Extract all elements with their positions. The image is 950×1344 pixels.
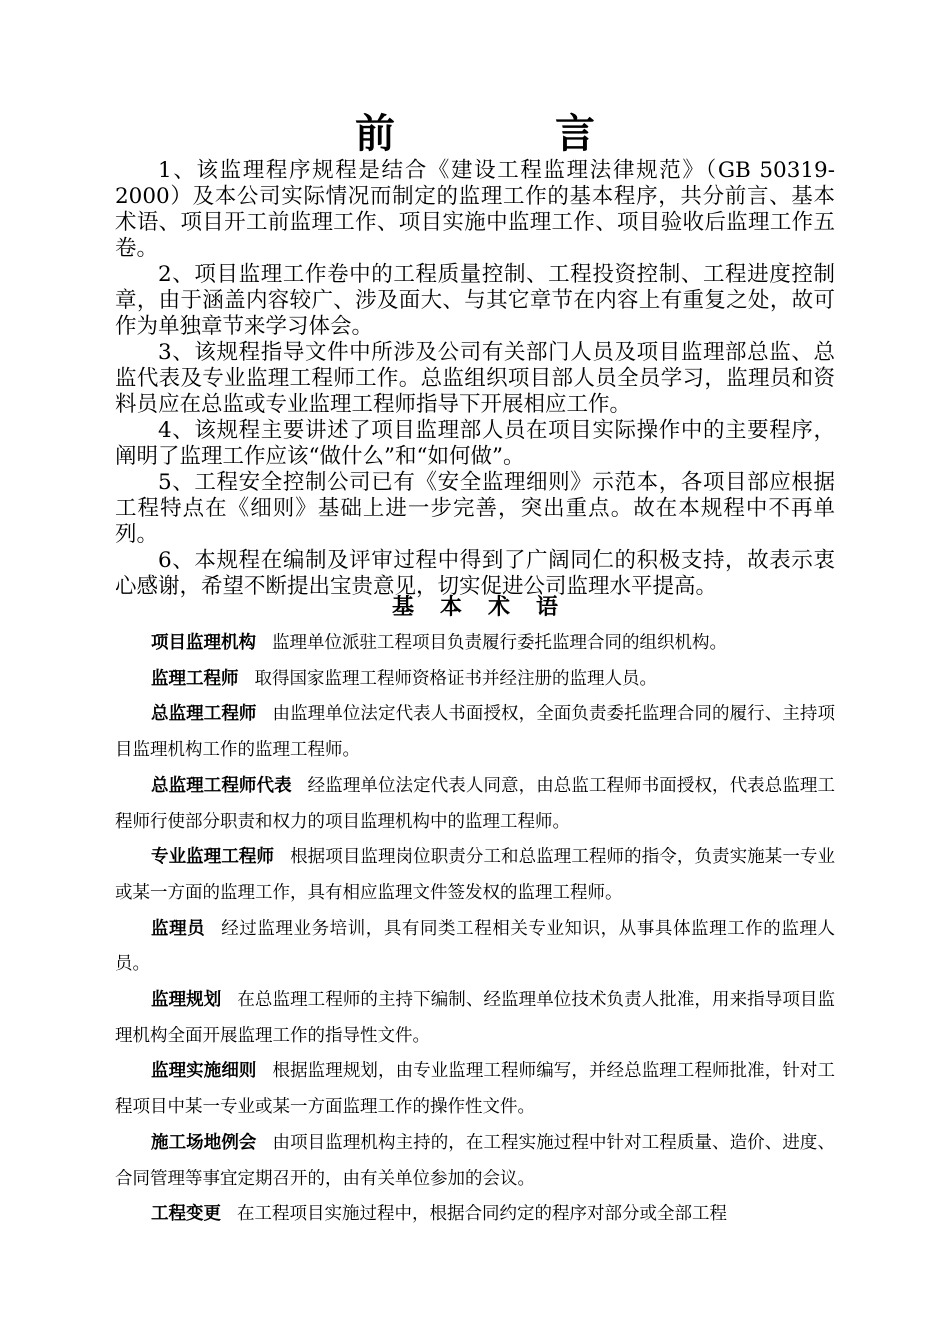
preface-paragraph: 2、项目监理工作卷中的工程质量控制、工程投资控制、工程进度控制章，由于涵盖内容较广、涉及面大、与其它章节在内容上有重复之处，故可作为单独章节来学习体会。 — [115, 262, 835, 339]
terms-section — [115, 626, 835, 1233]
term-definition: 根据项目监理岗位职责分工和总监理工程师的指令，负责实施某一专业或某一方面的监理工作，具有相应监理文件签发权的监理工程师。 — [115, 847, 836, 903]
term-entry — [115, 769, 835, 840]
term-entry — [115, 1126, 835, 1197]
preface-paragraph: 4、该规程主要讲述了项目监理部人员在项目实际操作中的主要程序，阐明了监理工作应该“做什么”和“如何做”。 — [115, 418, 835, 469]
term-name: 监理工程师 — [151, 668, 239, 689]
term-entry — [115, 1054, 835, 1125]
preface-paragraph: 6、本规程在编制及评审过程中得到了广阔同仁的积极支持，故表示衷心感谢，希望不断提出宝贵意见，切实促进公司监理水平提高。 — [115, 548, 835, 599]
term-definition: 由项目监理机构主持的，在工程实施过程中针对工程质量、造价、进度、合同管理等事宜定期召开的，由有关单位参加的会议。 — [115, 1132, 836, 1189]
preface-section — [115, 158, 835, 600]
term-name: 监理实施细则 — [151, 1061, 257, 1082]
preface-paragraph: 3、该规程指导文件中所涉及公司有关部门人员及项目监理部总监、总监代表及专业监理工程师工作。总监组织项目部人员全员学习，监理员和资料员应在总监或专业监理工程师指导下开展相应工作。 — [115, 340, 835, 417]
term-entry — [115, 983, 835, 1054]
term-name: 施工场地例会 — [151, 1132, 257, 1153]
term-entry — [115, 697, 835, 768]
preface-paragraph: 5、工程安全控制公司已有《安全监理细则》示范本，各项目部应根据工程特点在《细则》基础上进一步完善，突出重点。故在本规程中不再单列。 — [115, 470, 835, 547]
term-definition: 由监理单位法定代表人书面授权，全面负责委托监理合同的履行、主持项目监理机构工作的监理工程师。 — [115, 704, 836, 761]
term-definition: 取得国家监理工程师资格证书并经注册的监理人员。 — [254, 668, 657, 689]
term-definition: 经监理单位法定代表人同意，由总监工程师书面授权，代表总监理工程师行使部分职责和权力的项目监理机构中的监理工程师。 — [115, 775, 836, 832]
term-name: 总监理工程师代表 — [151, 775, 292, 796]
term-name: 工程变更 — [151, 1204, 221, 1225]
term-definition: 根据监理规划，由专业监理工程师编写，并经总监理工程师批准，针对工程项目中某一专业或某一方面监理工作的操作性文件。 — [115, 1061, 836, 1118]
term-name: 监理规划 — [151, 990, 222, 1011]
term-name: 项目监理机构 — [151, 633, 256, 653]
term-definition: 在工程项目实施过程中，根据合同约定的程序对部分或全部工程 — [237, 1204, 727, 1225]
preface-paragraph: 1、该监理程序规程是结合《建设工程监理法律规范》（GB 50319-2000）及本公司实际情况而制定的监理工作的基本程序，共分前言、基本术语、项目开工前监理工作、项目实施中监理工作、项目验收后监理工作五卷。 — [115, 158, 835, 261]
section-heading-terms: 基本术语 — [391, 595, 584, 620]
page-title: 前 言 — [355, 111, 655, 157]
term-name: 专业监理工程师 — [151, 847, 275, 868]
term-definition: 在总监理工程师的主持下编制、经监理单位技术负责人批准，用来指导项目监理机构全面开展监理工作的指导性文件。 — [115, 990, 836, 1046]
term-name: 总监理工程师 — [151, 704, 257, 725]
term-entry — [115, 840, 835, 911]
term-entry — [115, 1197, 835, 1233]
term-entry — [115, 662, 835, 698]
term-entry — [115, 912, 835, 983]
term-definition: 监理单位派驻工程项目负责履行委托监理合同的组织机构。 — [272, 633, 727, 653]
term-name: 监理员 — [151, 918, 206, 939]
term-definition: 经过监理业务培训，具有同类工程相关专业知识，从事具体监理工作的监理人员。 — [115, 918, 836, 975]
term-entry — [115, 626, 835, 662]
